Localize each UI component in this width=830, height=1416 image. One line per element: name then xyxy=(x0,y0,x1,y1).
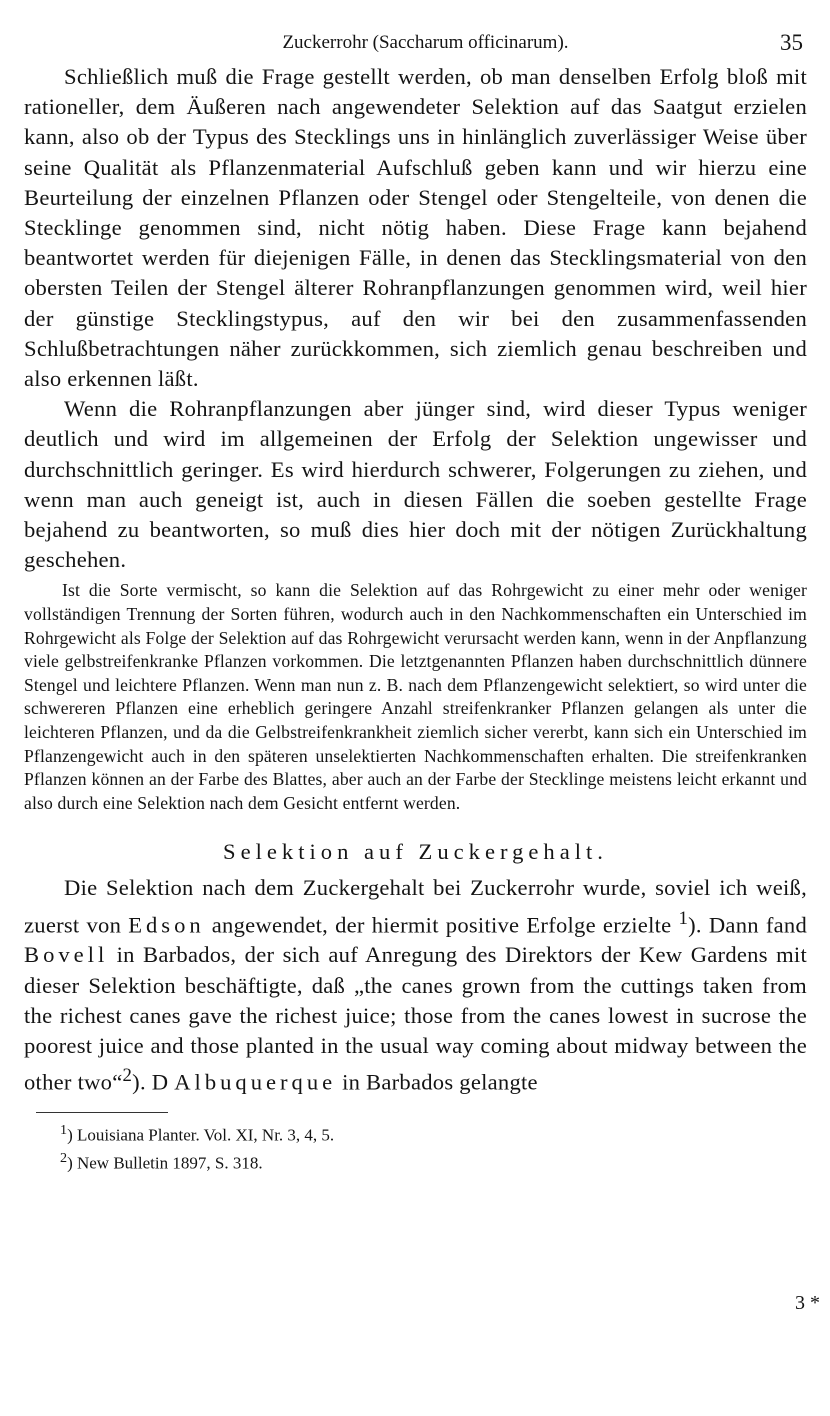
paragraph-1: Schließlich muß die Frage gestellt werden, ob man denselben Erfolg bloß mit rationeller, dem Äußeren nach angewendeter Selektion auf das Saatgut erzielen kann, also ob der Typus des Stecklings uns in hinlänglich zuverlässiger Weise über seine Qualität als Pflanzenmaterial Aufschluß geben kann und wir hierzu eine Beurteilung der einzelnen Pflanzen oder Stengel oder Stengelteile, von denen die Stecklinge genommen sind, nicht nötig haben. Diese Frage kann bejahend beantwortet werden für diejenigen Fälle, in denen das Stecklingsmaterial von den obersten Teilen der Stengel älterer Rohranpflanzungen genommen wird, weil hier der günstige Stecklingstypus, auf den wir bei den zusammenfassenden Schlußbetrachtungen näher zurückkommen, sich ziemlich genau beschreiben und also erkennen läßt. xyxy=(24,64,807,392)
paragraph-2: Wenn die Rohranpflanzungen aber jünger sind, wird dieser Typus weniger deutlich und wird im allgemeinen der Erfolg der Selektion ungewisser und durchschnittlich geringer. Es wird hierdurch schwerer, Folgerungen zu ziehen, und wenn man auch geneigt ist, auch in diesen Fällen die soeben gestellte Frage bejahend zu beantworten, so muß dies hier doch mit der nötigen Zurückhaltung geschehen. xyxy=(24,396,807,573)
footnotes xyxy=(24,1119,807,1174)
footnote-ref-1: 1 xyxy=(678,907,689,929)
running-title: Zuckerrohr (Saccharum officinarum). xyxy=(282,32,569,53)
footnote-ref-2: 2 xyxy=(122,1065,133,1087)
section-heading: Selektion auf Zuckergehalt. xyxy=(223,839,608,865)
author-name-edson: Edson xyxy=(128,912,205,938)
author-name-albuquerque: Albuquerque xyxy=(174,1069,337,1095)
section-text xyxy=(24,873,807,1097)
footnote-1: $^1$) Louisiana Planter. Vol. XI, Nr. 3, 4, 5. xyxy=(60,1121,335,1145)
book-page xyxy=(24,28,807,1174)
author-name-bovell: Bovell xyxy=(24,942,109,968)
footnote-2: $^2$) New Bulletin 1897, S. 318. xyxy=(60,1149,263,1173)
paragraph-3: Die Selektion nach dem Zuckergehalt bei Zuckerrohr wurde, soviel ich weiß, zuerst von Edson angewendet, der hiermit positive Erfolge erzielte $^1$). Dann fand Bovell in Barbados, der sich auf Anregung des Direktors der Kew Gardens mit dieser Selektion beschäftigte, daß „the canes grown from the cuttings taken from the richest canes gave the richest juice; those from the canes lowest in sucrose the poorest juice and those planted in the usual way coming about midway between the other two“$^2$). D Albuquerque in Barbados gelangte xyxy=(24,875,808,1095)
small-print-note xyxy=(24,579,807,815)
page-number: 35 xyxy=(780,30,803,55)
signature-mark: 3 * xyxy=(795,1292,820,1314)
footnote-rule xyxy=(36,1112,168,1113)
running-header xyxy=(24,28,807,62)
small-paragraph: Ist die Sorte vermischt, so kann die Selektion auf das Rohrgewicht zu einer mehr oder weniger vollständigen Trennung der Sorten führen, wodurch auch in den Nachkommenschaften ein Unterschied im Rohrgewicht als Folge der Selektion auf das Rohrgewicht verursacht werden kann, wenn in der Anpflanzung viele gelbstreifenkranke Pflanzen vorkommen. Die letztgenannten Pflanzen haben durchschnittlich dünnere Stengel und leichtere Pflanzen. Wenn man nun z. B. nach dem Pflanzengewicht selektiert, so wird unter die schwereren Pflanzen eine erheblich geringere Anzahl streifenkranker Pflanzen gelangen als unter die leichteren Pflanzen, und da die Gelbstreifenkrankheit ziemlich sicher vererbt, kann sich ein Unterschied im Pflanzengewicht auch in den späteren unselektierten Nachkommenschaften erhalten. Die streifenkranken Pflanzen können an der Farbe des Blattes, aber auch an der Farbe der Stecklinge meistens leicht erkannt und also durch eine Selektion nach dem Gesicht entfernt werden. xyxy=(24,580,807,813)
main-text xyxy=(24,62,807,575)
